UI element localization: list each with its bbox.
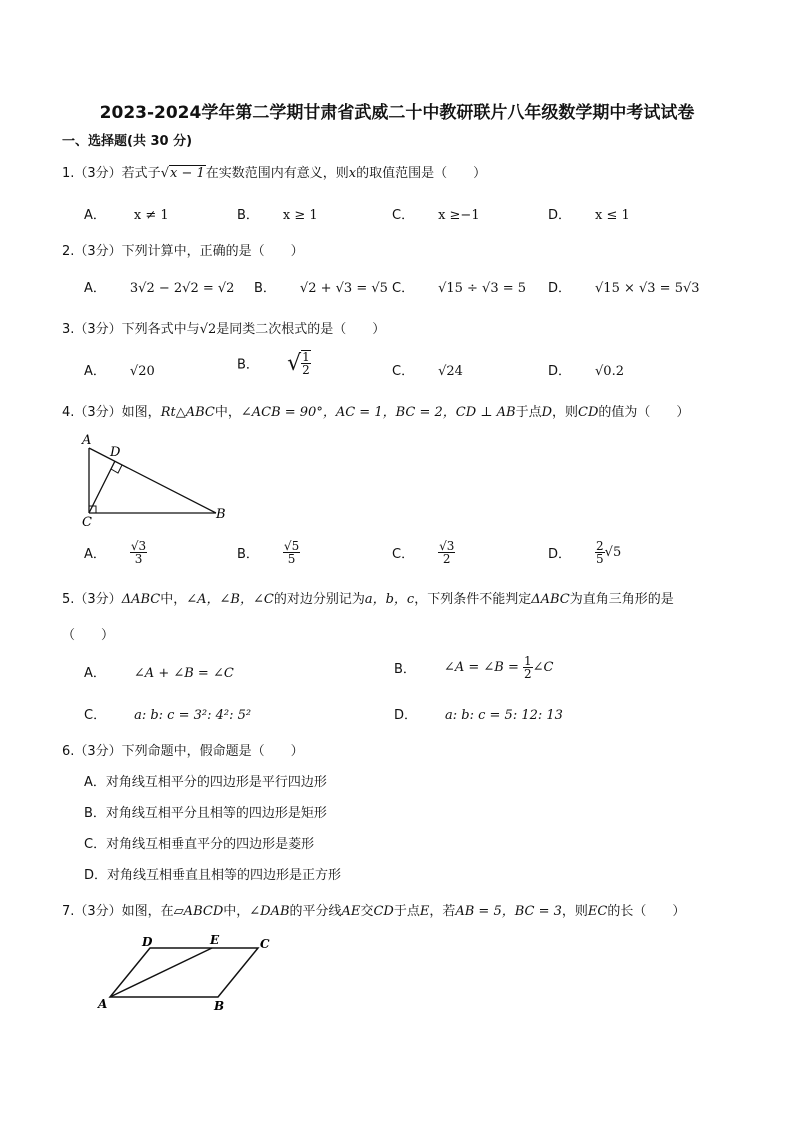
exam-title: 2023-2024学年第二学期甘肃省武威二十中教研联片八年级数学期中考试试卷 [99,103,695,123]
label-d: D [142,935,153,949]
q2-option-b[interactable]: B． √2 + √3 = √5 [254,281,388,296]
q2-option-c[interactable]: C． √15 ÷ √3 = 5 [392,281,527,296]
q4-option-d[interactable]: D． $\frac{2}{5}$ √5 [548,539,622,566]
label-a: A [82,433,92,448]
question-6-stem: 6.（3分）下列命题中，假命题是（ ） [62,744,304,759]
label-c: C [260,937,270,951]
q2-option-a[interactable]: A． 3√2 − 2√2 = √2 [84,281,235,296]
q6-option-b[interactable]: B．对角线互相平分且相等的四边形是矩形 [84,806,327,821]
question-5-paren: （ ） [62,628,115,643]
q5-option-b[interactable]: B． ∠A = ∠B = $\frac{1}{2}$ ∠C [394,654,554,681]
parallelogram-figure [88,930,288,1020]
q6-option-a[interactable]: A．对角线互相平分的四边形是平行四边形 [84,775,327,790]
question-3-stem: 3.（3分）下列各式中与√2是同类二次根式的是（ ） [62,322,386,337]
label-a: A [98,997,108,1011]
q3-option-a[interactable]: A． √20 [84,364,155,379]
q5-option-a[interactable]: A． ∠A + ∠B = ∠C [84,666,234,681]
q1-option-d[interactable]: D． x ≤ 1 [548,208,630,223]
q1-option-c[interactable]: C． x ≥−1 [392,208,480,223]
triangle-figure [78,428,238,530]
label-b: B [214,999,225,1013]
label-b: B [216,507,226,522]
q4-option-a[interactable]: A． $\frac{√3}{3}$ [84,539,147,566]
radical: √x − 1 [160,166,205,181]
q6-option-d[interactable]: D．对角线互相垂直且相等的四边形是正方形 [84,868,342,883]
section-heading: 一、选择题(共 30 分) [62,134,193,149]
radical-sign: √ [287,350,302,376]
label-e: E [210,933,220,947]
q3-option-c[interactable]: C． √24 [392,364,463,379]
q2-option-d[interactable]: D． √15 × √3 = 5√3 [548,281,700,296]
question-7-stem: 7.（3分）如图，在▱ABCD中，∠DAB的平分线AE交CD于点E，若AB = 5，BC = 3，则EC的长（ ） [62,904,686,919]
question-2-stem: 2.（3分）下列计算中，正确的是（ ） [62,244,304,259]
question-1-stem: 1.（3分）若式子√x − 1在实数范围内有意义，则x的取值范围是（ ） [62,166,487,181]
label-c: C [82,515,92,530]
q3-option-b[interactable]: B． √ $\frac{1}{2}$ [237,350,310,377]
q4-option-b[interactable]: B． $\frac{√5}{5}$ [237,539,300,566]
question-4-stem: 4.（3分）如图，Rt△ABC中，∠ACB = 90°，AC = 1，BC = 2，CD ⊥ AB于点D，则CD的值为（ ） [62,405,690,420]
q1-option-b[interactable]: B． x ≥ 1 [237,208,318,223]
q4-option-c[interactable]: C． $\frac{√3}{2}$ [392,539,455,566]
question-5-stem: 5.（3分）ΔABC中，∠A，∠B，∠C的对边分别记为a，b，c，下列条件不能判定ΔABC为直角三角形的是 [62,592,674,607]
q5-option-d[interactable]: D． a: b: c = 5: 12: 13 [394,708,563,723]
q1-option-a[interactable]: A． x ≠ 1 [84,208,169,223]
label-d: D [110,445,121,460]
q3-option-d[interactable]: D． √0.2 [548,364,624,379]
q6-option-c[interactable]: C．对角线互相垂直平分的四边形是菱形 [84,837,315,852]
q5-option-c[interactable]: C． a: b: c = 3²: 4²: 5² [84,708,252,723]
